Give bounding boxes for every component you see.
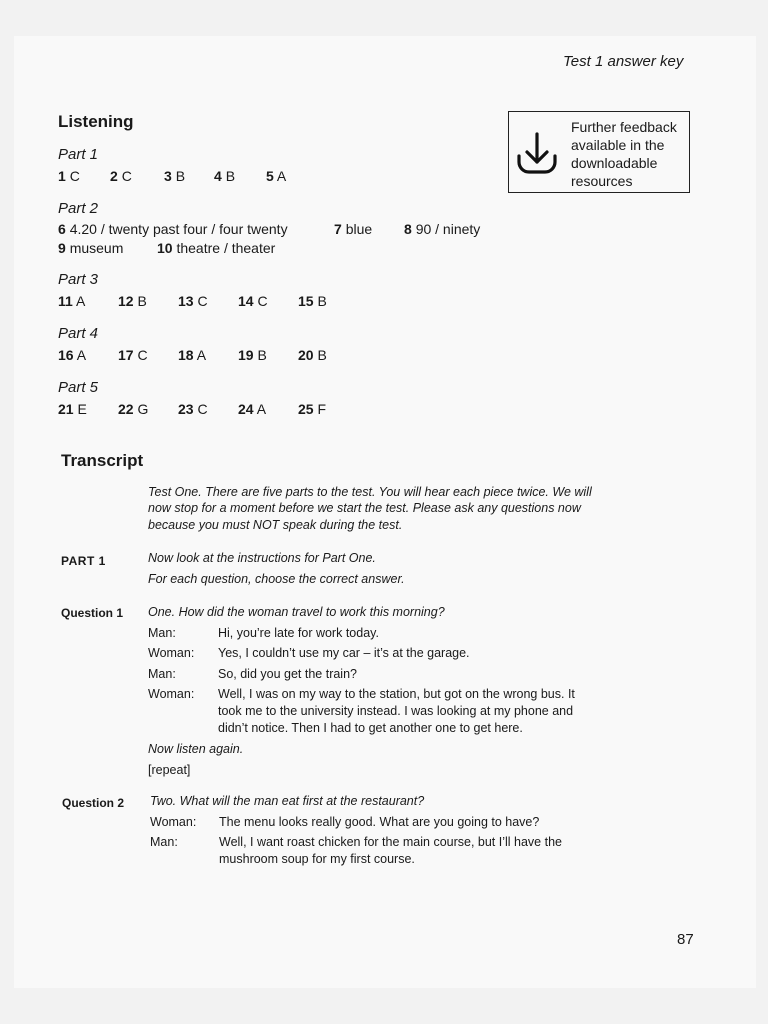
question-2-prompt: Two. What will the man eat first at the restaurant? bbox=[150, 794, 425, 808]
intro-line-2: now stop for a moment before we start the test. Please ask any questions now bbox=[148, 501, 581, 515]
answer-24: 24 A bbox=[238, 401, 267, 417]
feedback-box bbox=[508, 111, 690, 193]
answer-9: 9 museum bbox=[58, 240, 124, 256]
speaker-label: Woman: bbox=[150, 815, 197, 829]
answer-18: 18 A bbox=[178, 347, 207, 363]
answer-22: 22 G bbox=[118, 401, 149, 417]
answer-25: 25 F bbox=[298, 401, 327, 417]
answer-21: 21 E bbox=[58, 401, 87, 417]
speaker-label: Man: bbox=[148, 667, 176, 681]
answer-1: 1 C bbox=[58, 168, 80, 184]
listen-again: Now listen again. bbox=[148, 742, 244, 756]
answer-6: 6 4.20 / twenty past four / four twenty bbox=[58, 221, 288, 237]
listening-heading: Listening bbox=[58, 112, 134, 131]
repeat-note: [repeat] bbox=[148, 763, 191, 777]
dialogue-line: Well, I want roast chicken for the main course, but I’ll have the bbox=[219, 835, 562, 849]
answer-12: 12 B bbox=[118, 293, 147, 309]
speaker-label: Man: bbox=[150, 835, 178, 849]
speaker-label: Man: bbox=[148, 626, 176, 640]
dialogue-line: Yes, I couldn’t use my car – it’s at the garage. bbox=[218, 646, 470, 660]
answer-19: 19 B bbox=[238, 347, 267, 363]
question-1-label: Question 1 bbox=[61, 606, 124, 620]
dialogue-line: mushroom soup for my first course. bbox=[219, 852, 415, 866]
feedback-text: Further feedback available in the downloadable resources bbox=[571, 119, 677, 189]
part-1-section-label: PART 1 bbox=[61, 554, 106, 568]
answer-13: 13 C bbox=[178, 293, 208, 309]
question-1-prompt: One. How did the woman travel to work this morning? bbox=[148, 605, 445, 619]
dialogue-line: The menu looks really good. What are you going to have? bbox=[219, 815, 540, 829]
dialogue-line: Hi, you’re late for work today. bbox=[218, 626, 379, 640]
answer-11: 11 A bbox=[58, 293, 86, 309]
answer-15: 15 B bbox=[298, 293, 327, 309]
running-header: Test 1 answer key bbox=[563, 53, 684, 70]
dialogue-line: So, did you get the train? bbox=[218, 667, 357, 681]
answer-5: 5 A bbox=[266, 168, 287, 184]
transcript-heading: Transcript bbox=[61, 451, 144, 470]
answer-2: 2 C bbox=[110, 168, 132, 184]
intro-line-3: because you must NOT speak during the test. bbox=[148, 518, 403, 532]
answer-10: 10 theatre / theater bbox=[157, 240, 276, 256]
answer-3: 3 B bbox=[164, 168, 186, 184]
question-2-label: Question 2 bbox=[62, 796, 125, 810]
part-1-label: Part 1 bbox=[58, 146, 99, 163]
dialogue-line: didn’t notice. Then I had to get another one to get here. bbox=[218, 721, 523, 735]
download-icon bbox=[515, 132, 559, 176]
intro-line-1: Test One. There are five parts to the test. You will hear each piece twice. We will bbox=[148, 485, 592, 499]
answer-20: 20 B bbox=[298, 347, 327, 363]
dialogue-line: Well, I was on my way to the station, but got on the wrong bus. It bbox=[218, 687, 575, 701]
dialogue-line: took me to the university instead. I was looking at my phone and bbox=[218, 704, 574, 718]
part-1-instruction: Now look at the instructions for Part One. bbox=[148, 551, 376, 565]
part-4-label: Part 4 bbox=[58, 325, 99, 342]
answer-4: 4 B bbox=[214, 168, 236, 184]
speaker-label: Woman: bbox=[148, 687, 195, 701]
answer-7: 7 blue bbox=[334, 221, 373, 237]
answer-23: 23 C bbox=[178, 401, 208, 417]
part-2-label: Part 2 bbox=[58, 200, 99, 217]
part-1-instruction-2: For each question, choose the correct answer. bbox=[148, 572, 405, 586]
speaker-label: Woman: bbox=[148, 646, 195, 660]
part-3-label: Part 3 bbox=[58, 271, 99, 288]
page-number: 87 bbox=[677, 931, 694, 948]
answer-8: 8 90 / ninety bbox=[404, 221, 481, 237]
answer-17: 17 C bbox=[118, 347, 148, 363]
part-5-label: Part 5 bbox=[58, 379, 99, 396]
answer-16: 16 A bbox=[58, 347, 87, 363]
answer-14: 14 C bbox=[238, 293, 268, 309]
